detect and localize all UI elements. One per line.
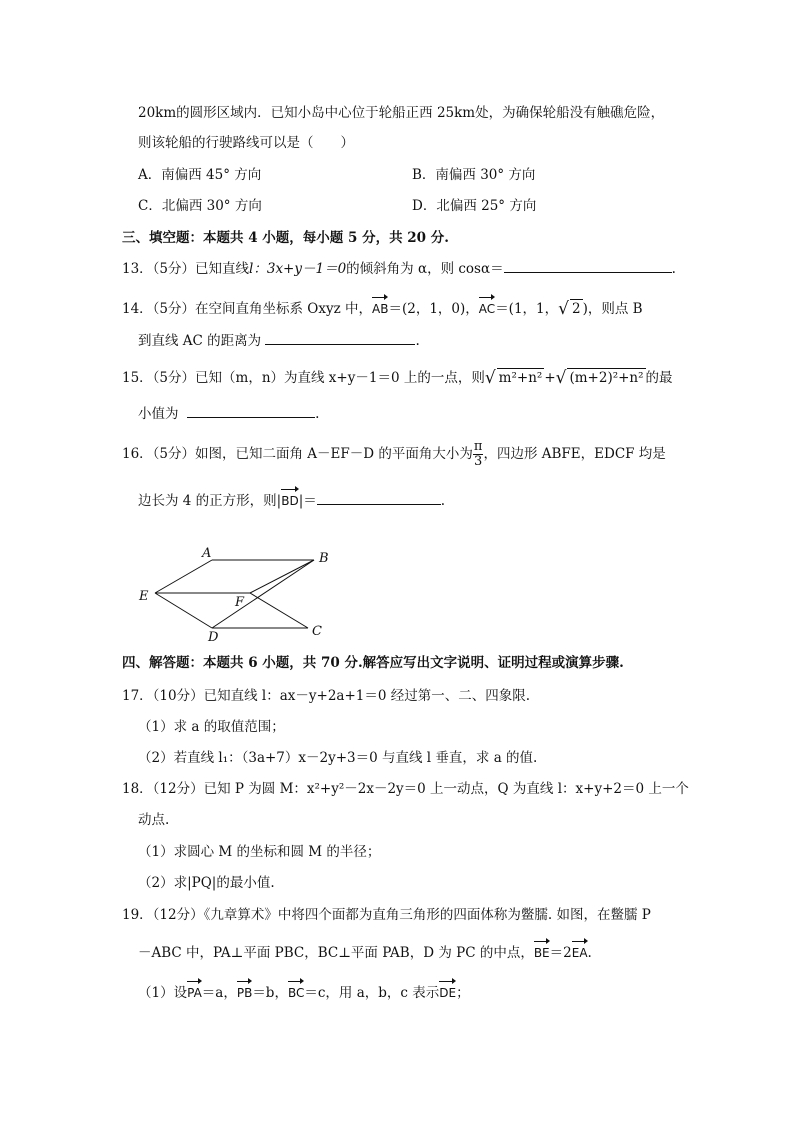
q12-line2: 则该轮船的行驶路线可以是（ ） [138, 135, 354, 151]
sqrt-symbol: √ [558, 299, 569, 319]
q12-option-b: B．南偏西 30° 方向 [412, 167, 536, 183]
vector-be: BE [534, 938, 550, 962]
q13-answer-blank[interactable] [504, 260, 672, 273]
question-16-line2 [138, 486, 445, 510]
question-15-line2 [138, 405, 319, 423]
q19-p1-a: ＝a， [201, 985, 237, 1001]
label-d: D [208, 630, 219, 645]
q19-line2 [138, 938, 592, 962]
vector-pa: PA [187, 978, 202, 1002]
section-4-heading: 四、解答题：本题共 6 小题，共 70 分.解答应写出文字说明、证明过程或演算步骤. [122, 655, 624, 671]
vector-bc: BC [288, 978, 304, 1002]
q14-ac-value-post: )，则点 B [582, 301, 643, 317]
q18-line2: 动点. [138, 812, 170, 828]
q16-answer-blank[interactable] [317, 492, 441, 505]
q14-answer-blank[interactable] [265, 332, 415, 345]
q19-eq2: ＝2 [549, 945, 572, 961]
edge-ea [155, 560, 212, 593]
label-b: B [319, 551, 329, 566]
q16-end: . [440, 493, 446, 509]
label-e: E [139, 589, 149, 604]
label-f: F [235, 595, 245, 610]
q13-mid: 的倾斜角为 α，则 cosα＝ [346, 261, 504, 277]
q15-suffix: 的最 [645, 370, 673, 386]
question-16 [122, 440, 666, 469]
q16-suffix: ，四边形 ABFE，EDCF 均是 [483, 446, 666, 462]
edge-bf [250, 560, 314, 593]
vector-ab: AB [372, 294, 388, 318]
q14-end: . [415, 333, 420, 349]
vector-bd: BD [281, 486, 298, 510]
sqrt-symbol: √ [555, 368, 567, 388]
edge-fc [250, 593, 308, 628]
dihedral-angle-figure [130, 540, 340, 645]
label-c: C [312, 624, 322, 639]
q15-plus: + [544, 370, 556, 386]
q15-root1: m²+n² [498, 370, 543, 386]
q13-line: l：3x+y－1＝0 [249, 261, 347, 277]
q17-line1: 17．（10分）已知直线 l：ax－y+2a+1＝0 经过第一、二、四象限. [122, 688, 531, 704]
q13-end: . [671, 261, 676, 277]
q18-part2: （2）求|PQ|的最小值. [138, 875, 275, 891]
q14-ab-value: ＝(2，1，0)， [388, 301, 479, 317]
label-a: A [202, 546, 212, 561]
segment-bd [212, 560, 314, 628]
q19-line2-pre: －ABC 中，PA⊥平面 PBC，BC⊥平面 PAB，D 为 PC 的中点， [138, 945, 534, 961]
q17-part2: （2）若直线 l₁：（3a+7）x－2y+3＝0 与直线 l 垂直，求 a 的值. [138, 750, 538, 766]
q16-line2: 边长为 4 的正方形，则| [138, 493, 282, 509]
q15-end: . [315, 406, 320, 422]
q19-p1-pre: （1）设 [138, 985, 188, 1001]
edge-ed [155, 593, 212, 628]
q15-line2: 小值为 [138, 406, 179, 422]
q19-line2-end: . [587, 945, 592, 961]
sqrt-symbol: √ [484, 368, 496, 388]
q12-option-c: C．北偏西 30° 方向 [138, 198, 262, 214]
q19-p1-c: ＝c，用 a，b，c 表示 [304, 985, 440, 1001]
vector-pb: PB [237, 978, 252, 1002]
q12-option-d: D．北偏西 25° 方向 [412, 198, 537, 214]
q14-line2: 到直线 AC 的距离为 [138, 333, 262, 349]
vector-ac: AC [479, 294, 495, 318]
q15-prefix: 15．（5分）已知（m，n）为直线 x+y－1＝0 上的一点，则 [122, 370, 485, 386]
q12-line1: 20km的圆形区域内．已知小岛中心位于轮船正西 25km处，为确保轮船没有触礁危险， [138, 105, 665, 121]
question-14 [122, 294, 643, 318]
question-15 [122, 368, 673, 387]
q16-prefix: 16．（5分）如图，已知二面角 A－EF－D 的平面角大小为 [122, 446, 473, 462]
q18-line1: 18．（12分）已知 P 为圆 M：x²+y²－2x－2y＝0 上一动点，Q 为直线 l：x+y+2＝0 上一个 [122, 781, 689, 797]
fraction-pi-over-3 [473, 440, 484, 469]
question-14-line2 [138, 332, 420, 350]
q19-p1-end: ； [456, 985, 470, 1001]
q16-line2-end: |＝ [298, 493, 317, 509]
q16-frac-den: 3 [474, 454, 483, 469]
q15-answer-blank[interactable] [187, 405, 315, 418]
q12-option-a: A．南偏西 45° 方向 [138, 167, 262, 183]
q19-p1-b: ＝b， [252, 985, 288, 1001]
vector-de: DE [439, 978, 456, 1002]
vector-ea: EA [572, 938, 588, 962]
q15-root2: (m+2)²+n² [569, 370, 644, 386]
q16-frac-num: π [473, 439, 483, 454]
q14-ac-value-pre: ＝(1，1， [495, 301, 559, 317]
q14-sqrt-radicand: 2 [571, 301, 581, 317]
q19-line1: 19．（12分）《九章算术》中将四个面都为直角三角形的四面体称为鳖臑. 如图，在鳖臑 P [122, 907, 651, 923]
q14-prefix: 14．（5分）在空间直角坐标系 Oxyz 中， [122, 301, 373, 317]
q18-part1: （1）求圆心 M 的坐标和圆 M 的半径； [138, 844, 381, 860]
question-13 [122, 260, 676, 278]
q19-part1 [138, 978, 470, 1002]
q13-prefix: 13．（5分）已知直线 [122, 261, 250, 277]
q17-part1: （1）求 a 的取值范围； [138, 719, 285, 735]
section-3-heading: 三、填空题：本题共 4 小题，每小题 5 分，共 20 分. [122, 230, 449, 246]
